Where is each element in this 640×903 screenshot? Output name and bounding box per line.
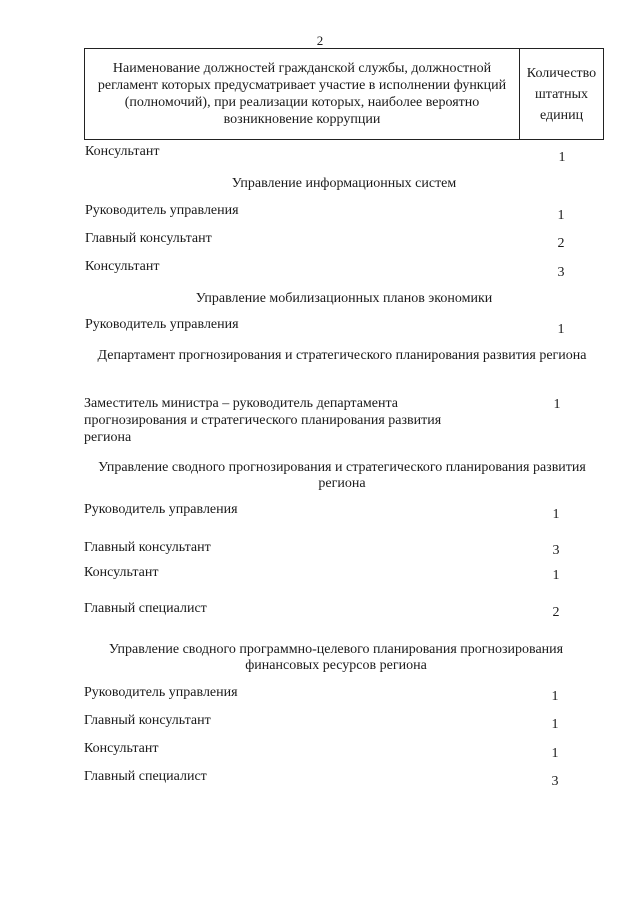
position-name: Главный консультант	[84, 713, 211, 728]
position-name: Главный консультант	[85, 231, 212, 246]
staff-count: 3	[557, 265, 565, 280]
position-name: Главный специалист	[84, 769, 207, 784]
header-staff-count: Количество штатных единиц	[526, 65, 597, 123]
staff-count: 3	[551, 774, 559, 789]
department-heading: Управление сводного программно-целевого планирования прогнозирования финансовых ресурсов региона	[108, 642, 564, 673]
position-name: Руководитель управления	[84, 502, 238, 517]
department-heading: Управление мобилизационных планов экономики	[195, 291, 493, 306]
staff-count: 1	[552, 568, 560, 583]
position-name: Консультант	[85, 144, 160, 159]
position-name: Руководитель управления	[84, 685, 238, 700]
position-name: Руководитель управления	[85, 203, 239, 218]
staff-count: 2	[557, 236, 565, 251]
staff-count: 1	[551, 746, 559, 761]
position-name: Руководитель управления	[85, 317, 239, 332]
position-name: Заместитель министра – руководитель департамента прогнозирования и стратегического планирования развития региона	[84, 396, 442, 445]
staff-count: 1	[553, 397, 561, 412]
header-position-name: Наименование должностей гражданской службы, должностной регламент которых предусматривает участие в исполнении функций (полномочий), при реализации которых, наиболее вероятно возникновение коррупции	[85, 49, 520, 139]
staff-count: 1	[557, 322, 565, 337]
position-name: Консультант	[85, 259, 160, 274]
page-number: 2	[316, 33, 324, 48]
department-heading: Управление сводного прогнозирования и стратегического планирования развития региона	[98, 460, 586, 491]
staff-count: 1	[551, 717, 559, 732]
staff-count: 1	[551, 689, 559, 704]
position-name: Консультант	[84, 741, 159, 756]
staff-count: 2	[552, 605, 560, 620]
department-heading: Департамент прогнозирования и стратегического планирования развития региона	[97, 348, 587, 363]
staff-count: 3	[552, 543, 560, 558]
staff-count: 1	[552, 507, 560, 522]
department-heading: Управление информационных систем	[231, 176, 457, 191]
staff-count: 1	[558, 150, 566, 165]
position-name: Главный консультант	[84, 540, 211, 555]
position-name: Консультант	[84, 565, 159, 580]
table-header	[84, 48, 604, 140]
staff-count: 1	[557, 208, 565, 223]
position-name: Главный специалист	[84, 601, 207, 616]
